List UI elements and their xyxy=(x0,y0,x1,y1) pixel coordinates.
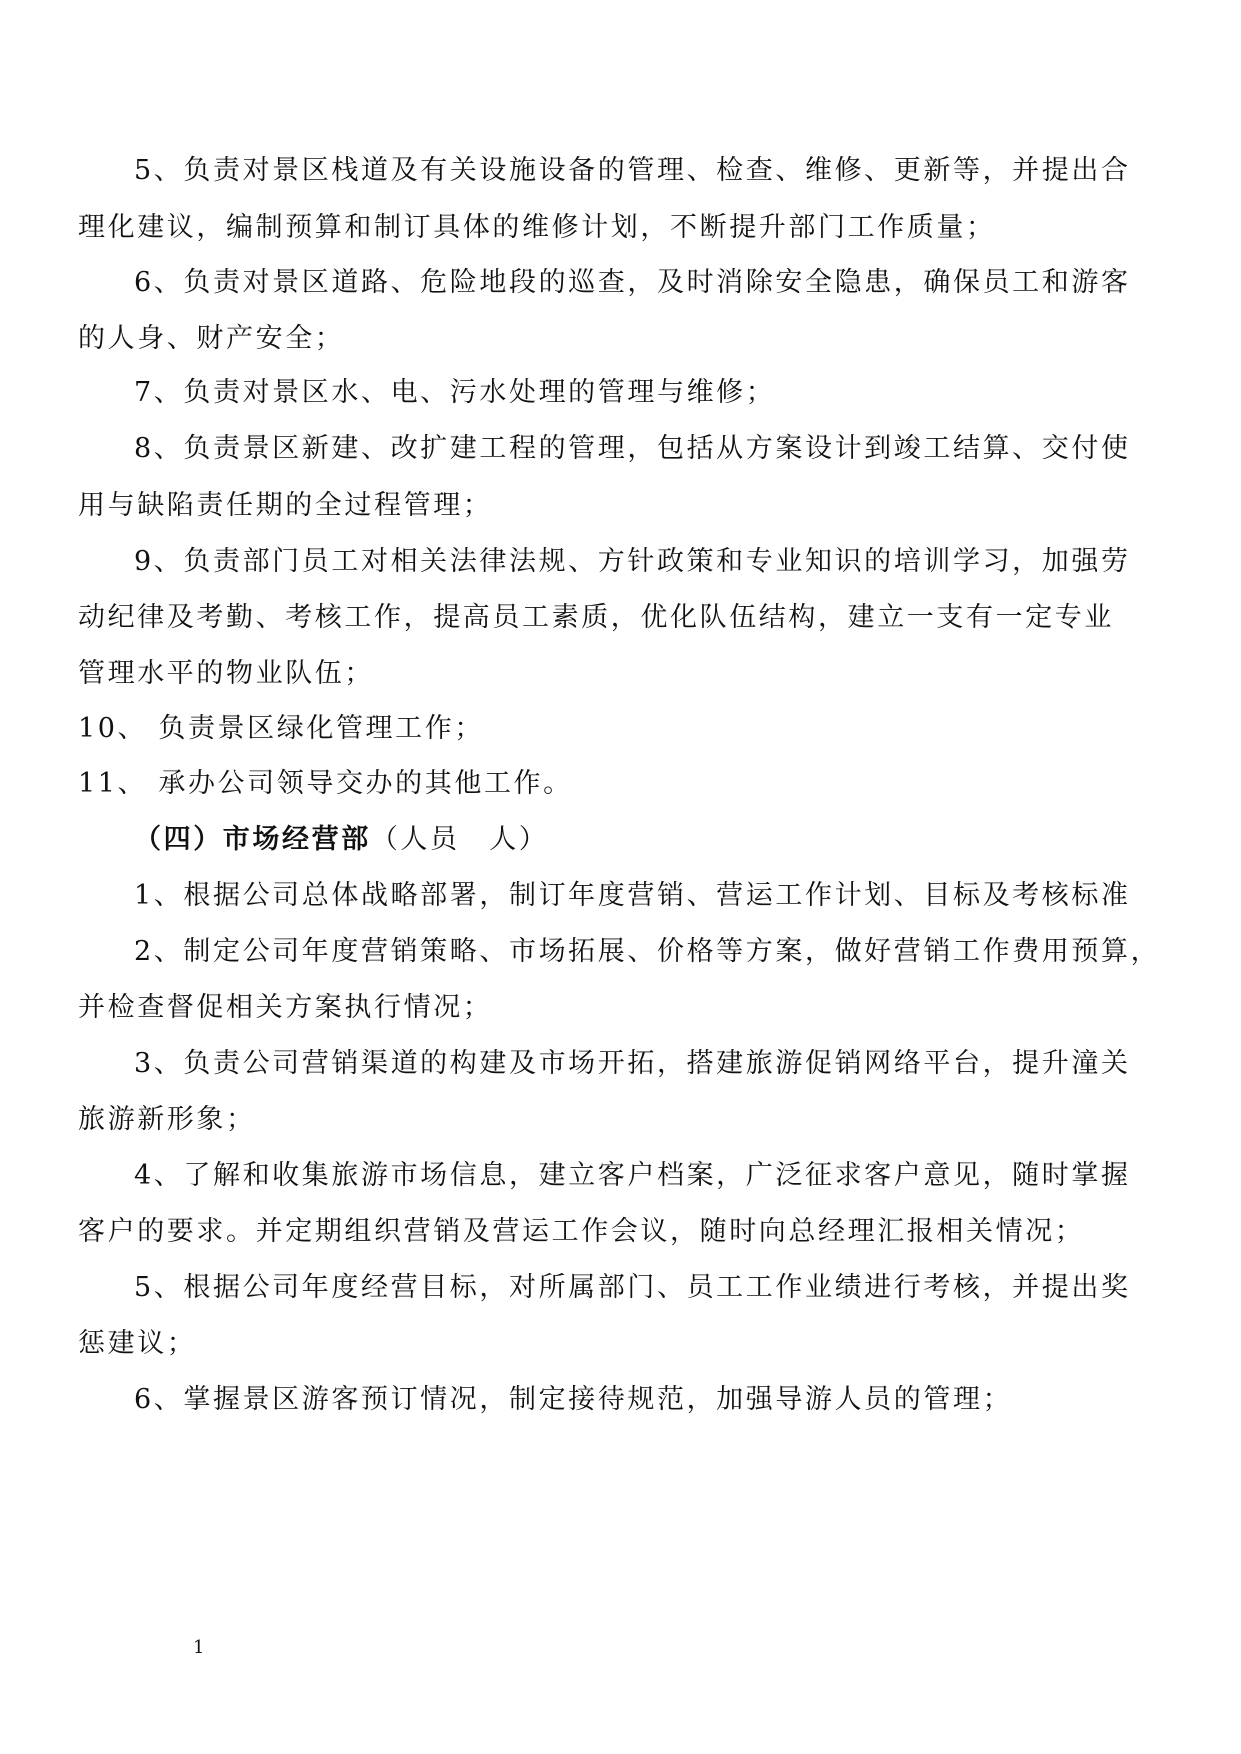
paragraph-line: 6、负责对景区道路、危险地段的巡查，及时消除安全隐患，确保员工和游客 xyxy=(134,267,1131,298)
paragraph-line: 1、根据公司总体战略部署，制订年度营销、营运工作计划、目标及考核标准 xyxy=(134,880,1131,911)
paragraph-line: 10、 负责景区绿化管理工作； xyxy=(78,713,484,744)
paragraph-line: 理化建议，编制预算和制订具体的维修计划，不断提升部门工作质量； xyxy=(78,212,996,243)
paragraph-line: 6、掌握景区游客预订情况，制定接待规范，加强导游人员的管理； xyxy=(134,1384,1013,1415)
paragraph-line: 7、负责对景区水、电、污水处理的管理与维修； xyxy=(134,377,776,408)
paragraph-line: 旅游新形象； xyxy=(78,1104,256,1135)
paragraph-line: 客户的要求。并定期组织营销及营运工作会议，随时向总经理汇报相关情况； xyxy=(78,1216,1085,1247)
paragraph-line: 4、了解和收集旅游市场信息，建立客户档案，广泛征求客户意见，随时掌握 xyxy=(134,1160,1131,1191)
paragraph-line: 8、负责景区新建、改扩建工程的管理，包括从方案设计到竣工结算、交付使 xyxy=(134,433,1131,464)
section-heading xyxy=(134,823,1168,857)
paragraph-line: 管理水平的物业队伍； xyxy=(78,658,374,689)
paragraph-line: 用与缺陷责任期的全过程管理； xyxy=(78,490,493,521)
paragraph-line: 11、 承办公司领导交办的其他工作。 xyxy=(78,768,573,799)
page-number: 1 xyxy=(193,1637,205,1658)
paragraph-line: 2、制定公司年度营销策略、市场拓展、价格等方案，做好营销工作费用预算， xyxy=(134,936,1161,967)
section-title: （四）市场经营部 xyxy=(134,824,371,855)
paragraph-line: 的人身、财产安全； xyxy=(78,323,345,354)
paragraph-line: 5、负责对景区栈道及有关设施设备的管理、检查、维修、更新等，并提出合 xyxy=(134,155,1131,186)
paragraph-line: 9、负责部门员工对相关法律法规、方针政策和专业知识的培训学习，加强劳 xyxy=(134,546,1131,577)
paragraph-line: 3、负责公司营销渠道的构建及市场开拓，搭建旅游促销网络平台，提升潼关 xyxy=(134,1048,1131,1079)
paragraph-line: 并检查督促相关方案执行情况； xyxy=(78,992,493,1023)
paragraph-line: 5、根据公司年度经营目标，对所属部门、员工工作业绩进行考核，并提出奖 xyxy=(134,1272,1131,1303)
staff-note: （人员 人） xyxy=(370,824,549,855)
paragraph-line: 动纪律及考勤、考核工作，提高员工素质，优化队伍结构，建立一支有一定专业 xyxy=(78,602,1114,633)
paragraph-line: 惩建议； xyxy=(78,1328,197,1359)
